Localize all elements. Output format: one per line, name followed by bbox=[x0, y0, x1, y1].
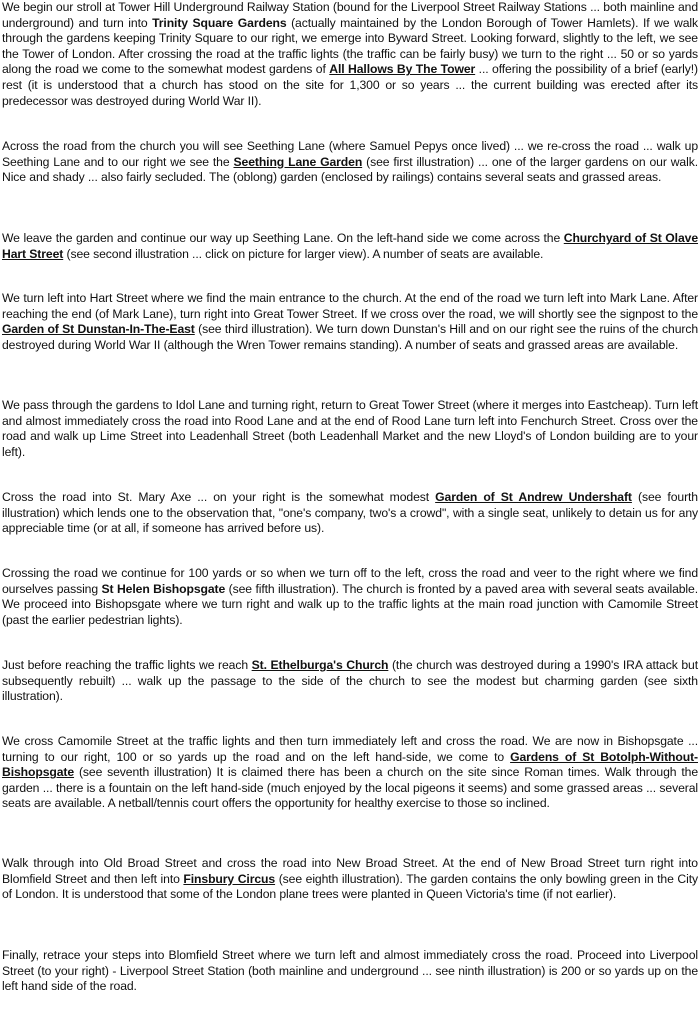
paragraph-text: ... offering the possibility of a brief (early!) rest (it is understood that a church has stood on the site for 1,300 or so years ... the current building was erected after its predecessor was destroyed during World War II). bbox=[2, 62, 698, 108]
garden-link[interactable]: All Hallows By The Tower bbox=[329, 62, 476, 77]
garden-link[interactable]: Gardens of St Botolph-Without-Bishopsgate bbox=[2, 749, 698, 780]
paragraph-text: (see second illustration ... click on picture for larger view). A number of seats are available. bbox=[63, 246, 544, 261]
paragraph-6 bbox=[2, 490, 698, 537]
paragraph-2 bbox=[2, 139, 698, 186]
place-name: Trinity Square Gardens bbox=[152, 15, 287, 30]
paragraph-10 bbox=[2, 856, 698, 903]
paragraph-text: We cross Camomile Street at the traffic lights and then turn immediately left and cross the road. We are now in Bishopsgate ... turning to our right, 100 or so yards up the road and on the left hand-side, we come to bbox=[2, 734, 698, 764]
paragraph-text: Finally, retrace your steps into Blomfield Street where we turn left and almost immediately cross the road. Proceed into Liverpool Street (to your right) - Liverpool Street Station (both mainline and underground ... see ninth illustration) is 200 or so yards up on the left hand side of the road. bbox=[2, 948, 698, 994]
paragraph-text: Walk through into Old Broad Street and cross the road into New Broad Street. At the end of New Broad Street turn right into Blomfield Street and then left into bbox=[2, 856, 698, 886]
paragraph-text: (see fifth illustration). The church is fronted by a paved area with several seats available. We proceed into Bishopsgate where we turn right and walk up to the traffic lights at the main road junction with Camomile Street (past the earlier pedestrian lights). bbox=[2, 581, 698, 627]
garden-link[interactable]: Seething Lane Garden bbox=[233, 154, 363, 169]
garden-link[interactable]: Garden of St Andrew Undershaft bbox=[435, 490, 632, 504]
place-name: St Helen Bishopsgate bbox=[101, 581, 226, 596]
paragraph-text: (see fourth illustration) which lends one to the observation that, "one's company, two's a crowd", with a single seat, unlikely to detain us for any appreciable time (or at all, if someone has arrived before us). bbox=[2, 490, 698, 536]
paragraph-text: We pass through the gardens to Idol Lane and turning right, return to Great Tower Street (where it merges into Eastcheap). Turn left and almost immediately cross the road into Rood Lane and at the end of Rood Lane turn left into Fenchurch Street. Cross over the road and walk up Lime Street into Leadenhall Street (both Leadenhall Market and the new Lloyd's of London building are to your left). bbox=[2, 398, 698, 459]
paragraph-8 bbox=[2, 658, 698, 705]
paragraph-text: Just before reaching the traffic lights we reach bbox=[2, 658, 252, 672]
paragraph-text: (see third illustration). We turn down Dunstan's Hill and on our right see the ruins of the church destroyed during World War II (although the Wren Tower remains standing). A number of seats and grassed areas are available. bbox=[2, 322, 698, 352]
paragraph-text: Cross the road into St. Mary Axe ... on your right is the somewhat modest bbox=[2, 490, 436, 504]
paragraph-text: We leave the garden and continue our way up Seething Lane. On the left-hand side we come across the bbox=[2, 231, 564, 245]
paragraph-text: (see seventh illustration) It is claimed there has been a church on the site since Roman times. Walk through the garden ... there is a fountain on the left hand-side (much enjoyed by the local pigeons it seems) and some grassed areas ... several seats are available. A netball/tennis court offers the opportunity for healthy exercise to those so inclined. bbox=[2, 765, 698, 811]
paragraph-text: We turn left into Hart Street where we find the main entrance to the church. At the end of the road we turn left into Mark Lane. After reaching the end (of Mark Lane), turn right into Great Tower Street. If we cross over the road, we will shortly see the signpost to the bbox=[2, 291, 698, 321]
paragraph-7 bbox=[2, 566, 698, 628]
garden-link[interactable]: St. Ethelburga's Church bbox=[251, 658, 389, 672]
paragraph-5 bbox=[2, 398, 698, 460]
garden-link[interactable]: Finsbury Circus bbox=[183, 871, 276, 886]
paragraph-1 bbox=[2, 0, 698, 109]
garden-link[interactable]: Garden of St Dunstan-In-The-East bbox=[2, 322, 195, 337]
paragraph-text: (see eighth illustration). The garden contains the only bowling green in the City of London. It is understood that some of the London plane trees were planted in Queen Victoria's time (if not earlier). bbox=[2, 871, 698, 902]
paragraph-3 bbox=[2, 231, 698, 262]
garden-link[interactable]: Churchyard of St Olave Hart Street bbox=[2, 231, 699, 261]
paragraph-text: Crossing the road we continue for 100 yards or so when we turn off to the left, cross the road and veer to the right where we find ourselves passing bbox=[2, 566, 698, 596]
paragraph-text: Across the road from the church you will see Seething Lane (where Samuel Pepys once lived) ... we re-cross the road ... walk up Seething Lane and to our right we see the bbox=[2, 139, 698, 169]
paragraph-text: We begin our stroll at Tower Hill Underground Railway Station (bound for the Liverpool Street Railway Stations ... both mainline and underground) and turn into bbox=[2, 0, 698, 30]
paragraph-text: (see first illustration) ... one of the larger gardens on our walk. Nice and shady ... also fairly secluded. The (oblong) garden (enclosed by railings) contains several seats and grassed areas. bbox=[2, 154, 698, 185]
paragraph-text: (the church was destroyed during a 1990's IRA attack but subsequently rebuilt) ... walk up the passage to the side of the church to see the modest but charming garden (see sixth illustration). bbox=[2, 658, 698, 704]
paragraph-9 bbox=[2, 734, 698, 812]
paragraph-11 bbox=[2, 948, 698, 995]
paragraph-text: (actually maintained by the London Borough of Tower Hamlets). If we walk through the gardens keeping Trinity Square to our right, we emerge into Byward Street. Looking forward, slightly to the left, we see the Tower of London. After crossing the road at the traffic lights (the traffic can be fairly busy) we turn to the right ... 50 or so yards along the road we come to the somewhat modest gardens of bbox=[2, 15, 699, 77]
paragraph-4 bbox=[2, 291, 698, 353]
